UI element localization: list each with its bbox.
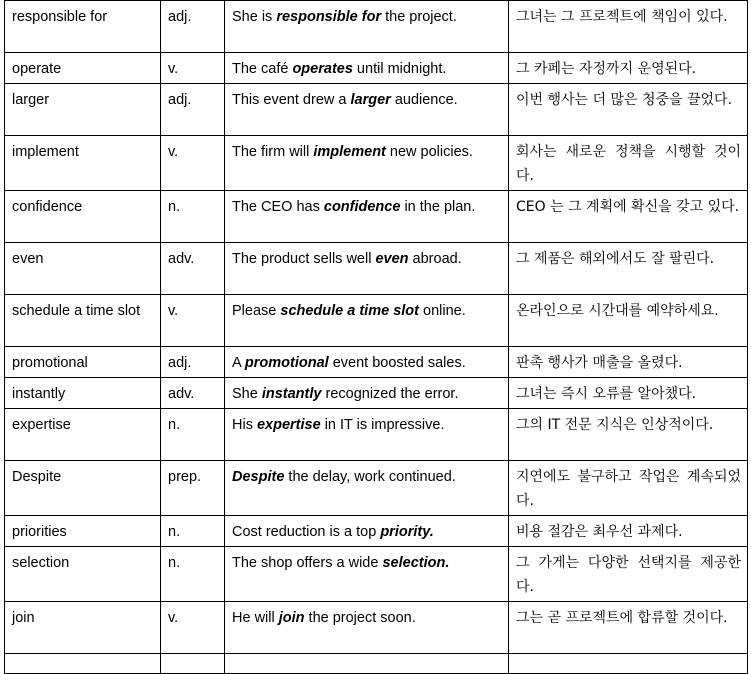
vocabulary-table (4, 0, 748, 674)
part-of-speech-cell: v. (161, 53, 225, 84)
table-row (5, 602, 748, 654)
example-sentence-cell (225, 53, 509, 84)
korean-translation-cell: 그는 곧 프로젝트에 합류할 것이다. (509, 602, 748, 654)
word-cell: priorities (5, 516, 161, 547)
example-text: in the plan. (400, 199, 476, 215)
korean-translation-cell: 이번 행사는 더 많은 청중을 끌었다. (509, 84, 748, 136)
part-of-speech-cell: n. (161, 409, 225, 461)
part-of-speech-cell: v. (161, 295, 225, 347)
example-text: audience. (390, 92, 458, 108)
example-keyword: responsible for (276, 9, 382, 25)
example-text: the delay, work continued. (284, 469, 456, 485)
table-row (5, 347, 748, 378)
example-sentence-cell (225, 409, 509, 461)
example-text: the project. (381, 9, 457, 25)
example-text: event boosted sales. (328, 355, 466, 371)
example-keyword: operates (292, 61, 353, 77)
table-row (5, 53, 748, 84)
table-row (5, 654, 748, 674)
part-of-speech-cell: n. (161, 547, 225, 602)
word-cell: join (5, 602, 161, 654)
part-of-speech-cell: prep. (161, 461, 225, 516)
example-sentence-cell (225, 1, 509, 53)
table-row (5, 409, 748, 461)
example-keyword: promotional (244, 355, 329, 371)
example-sentence-cell (225, 84, 509, 136)
table-row (5, 516, 748, 547)
part-of-speech-cell (161, 654, 225, 674)
part-of-speech-cell: adj. (161, 347, 225, 378)
example-text: The CEO has (232, 199, 324, 215)
example-sentence-cell (225, 295, 509, 347)
example-sentence-cell (225, 602, 509, 654)
word-cell (5, 654, 161, 674)
example-text: He will (232, 610, 279, 626)
korean-translation-cell: 회사는 새로운 정책을 시행할 것이다. (509, 136, 748, 191)
example-sentence-cell (225, 136, 509, 191)
word-cell: schedule a time slot (5, 295, 161, 347)
korean-translation-cell: 그의 IT 전문 지식은 인상적이다. (509, 409, 748, 461)
word-cell: even (5, 243, 161, 295)
table-row (5, 243, 748, 295)
example-text: The shop offers a wide (232, 555, 383, 571)
word-cell: larger (5, 84, 161, 136)
example-keyword: Despite (232, 469, 285, 485)
example-text: The product sells well (232, 251, 376, 267)
example-text: the project soon. (304, 610, 416, 626)
example-keyword: expertise (256, 417, 321, 433)
example-sentence-cell (225, 378, 509, 409)
part-of-speech-cell: adv. (161, 378, 225, 409)
table-row (5, 295, 748, 347)
example-text: in IT is impressive. (320, 417, 445, 433)
korean-translation-cell: 그녀는 그 프로젝트에 책임이 있다. (509, 1, 748, 53)
word-cell: confidence (5, 191, 161, 243)
table-row (5, 378, 748, 409)
part-of-speech-cell: adv. (161, 243, 225, 295)
part-of-speech-cell: adj. (161, 1, 225, 53)
part-of-speech-cell: adj. (161, 84, 225, 136)
example-text: His (232, 417, 257, 433)
example-text: The café (232, 61, 293, 77)
word-cell: expertise (5, 409, 161, 461)
korean-translation-cell: 지연에도 불구하고 작업은 계속되었다. (509, 461, 748, 516)
example-sentence-cell (225, 516, 509, 547)
example-keyword: instantly (261, 386, 322, 402)
example-text: A (232, 355, 245, 371)
korean-translation-cell: 판촉 행사가 매출을 올렸다. (509, 347, 748, 378)
part-of-speech-cell: n. (161, 516, 225, 547)
example-text: Cost reduction is a top (232, 524, 381, 540)
example-keyword: even (375, 251, 409, 267)
table-row (5, 84, 748, 136)
example-sentence-cell (225, 547, 509, 602)
example-text: until midnight. (352, 61, 447, 77)
example-sentence-cell (225, 347, 509, 378)
example-sentence-cell (225, 461, 509, 516)
word-cell: responsible for (5, 1, 161, 53)
example-sentence-cell (225, 654, 509, 674)
korean-translation-cell (509, 654, 748, 674)
example-keyword: larger (350, 92, 391, 108)
korean-translation-cell: 비용 절감은 최우선 과제다. (509, 516, 748, 547)
table-row (5, 136, 748, 191)
word-cell: instantly (5, 378, 161, 409)
example-text: This event drew a (232, 92, 351, 108)
example-sentence-cell (225, 191, 509, 243)
vocabulary-table-body (5, 1, 748, 674)
word-cell: promotional (5, 347, 161, 378)
example-keyword: priority. (380, 524, 434, 540)
part-of-speech-cell: v. (161, 602, 225, 654)
example-text: abroad. (408, 251, 462, 267)
example-text: She is (232, 9, 277, 25)
korean-translation-cell: 온라인으로 시간대를 예약하세요. (509, 295, 748, 347)
korean-translation-cell: 그녀는 즉시 오류를 알아챘다. (509, 378, 748, 409)
example-keyword: selection. (382, 555, 450, 571)
part-of-speech-cell: v. (161, 136, 225, 191)
word-cell: selection (5, 547, 161, 602)
example-text: recognized the error. (321, 386, 459, 402)
table-row (5, 461, 748, 516)
table-row (5, 1, 748, 53)
korean-translation-cell: CEO 는 그 계획에 확신을 갖고 있다. (509, 191, 748, 243)
korean-translation-cell: 그 가게는 다양한 선택지를 제공한다. (509, 547, 748, 602)
table-row (5, 191, 748, 243)
example-keyword: confidence (323, 199, 401, 215)
example-text: new policies. (385, 144, 473, 160)
example-sentence-cell (225, 243, 509, 295)
word-cell: implement (5, 136, 161, 191)
part-of-speech-cell: n. (161, 191, 225, 243)
word-cell: operate (5, 53, 161, 84)
example-keyword: schedule a time slot (280, 303, 419, 319)
korean-translation-cell: 그 카페는 자정까지 운영된다. (509, 53, 748, 84)
example-text: Please (232, 303, 281, 319)
example-keyword: join (278, 610, 305, 626)
korean-translation-cell: 그 제품은 해외에서도 잘 팔린다. (509, 243, 748, 295)
example-text: online. (418, 303, 466, 319)
example-keyword: implement (313, 144, 386, 160)
table-row (5, 547, 748, 602)
example-text: She (232, 386, 262, 402)
example-text: The firm will (232, 144, 314, 160)
word-cell: Despite (5, 461, 161, 516)
